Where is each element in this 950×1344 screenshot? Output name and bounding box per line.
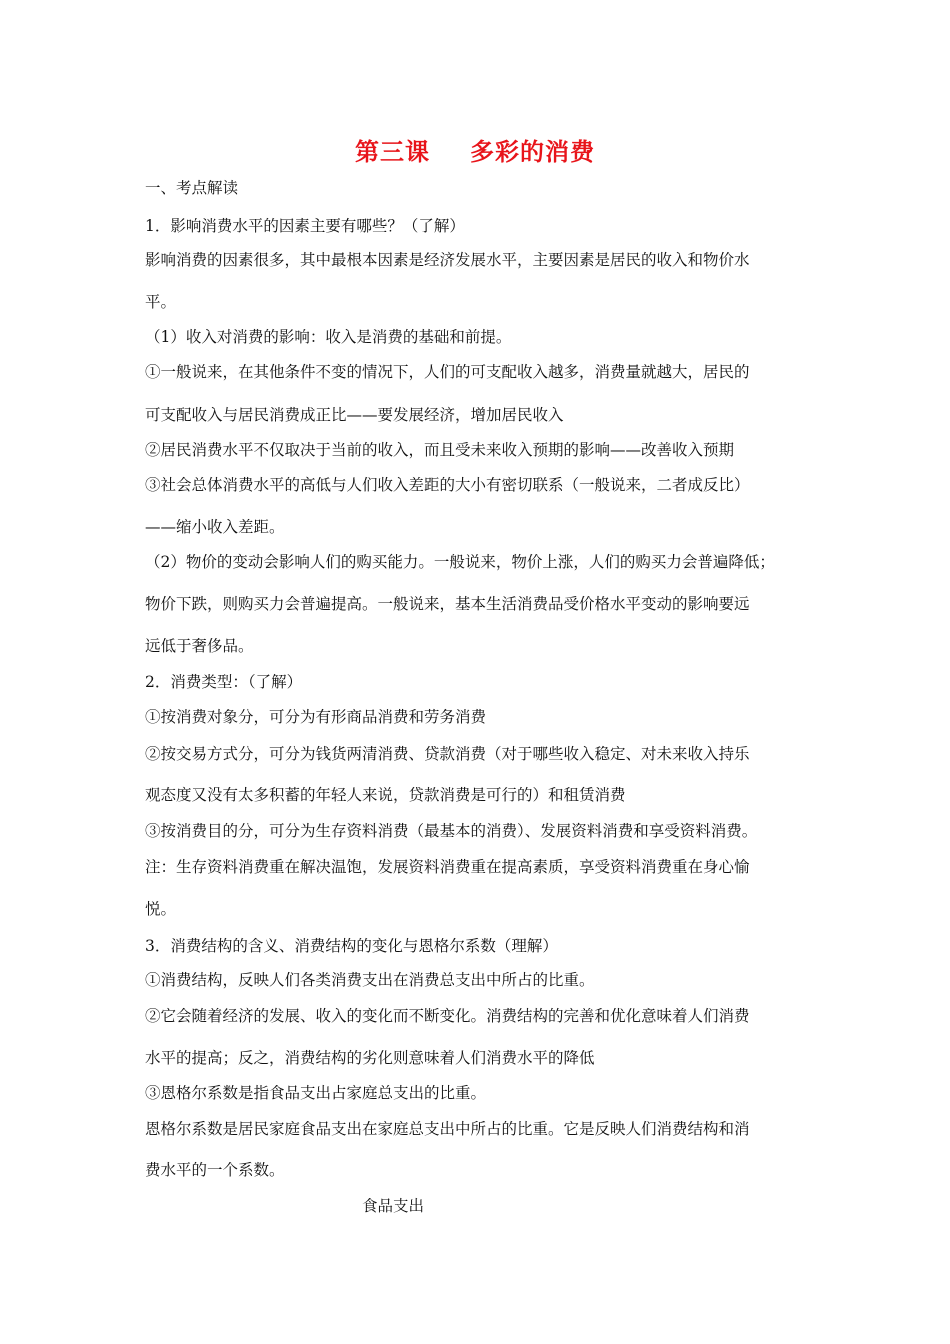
body-line: 影响消费的因素很多，其中最根本因素是经济发展水平，主要因素是居民的收入和物价水 <box>145 251 750 269</box>
title-topic: 多彩的消费 <box>470 138 595 166</box>
body-line: 物价下跌，则购买力会普遍提高。一般说来，基本生活消费品受价格水平变动的影响要远 <box>145 595 750 613</box>
body-line: ②按交易方式分，可分为钱货两清消费、贷款消费（对于哪些收入稳定、对未来收入持乐 <box>145 745 750 763</box>
body-line: ②它会随着经济的发展、收入的变化而不断变化。消费结构的完善和优化意味着人们消费 <box>145 1007 750 1025</box>
body-line: 远低于奢侈品。 <box>145 637 254 655</box>
body-line: （2）物价的变动会影响人们的购买能力。一般说来，物价上涨，人们的购买力会普遍降低； <box>145 553 775 571</box>
body-line: ③恩格尔系数是指食品支出占家庭总支出的比重。 <box>145 1084 487 1102</box>
title-lesson: 第三课 <box>355 138 430 166</box>
body-line: 一、考点解读 <box>145 179 239 197</box>
formula-numerator: 食品支出 <box>362 1197 425 1215</box>
body-line: 2．消费类型：（了解） <box>145 673 303 691</box>
body-line: ①一般说来，在其他条件不变的情况下，人们的可支配收入越多，消费量就越大，居民的 <box>145 363 750 381</box>
body-line: （1）收入对消费的影响：收入是消费的基础和前提。 <box>145 328 512 346</box>
body-line: 费水平的一个系数。 <box>145 1161 285 1179</box>
body-line: ③社会总体消费水平的高低与人们收入差距的大小有密切联系（一般说来，二者成反比） <box>145 476 750 494</box>
body-line: ②居民消费水平不仅取决于当前的收入，而且受未来收入预期的影响——改善收入预期 <box>145 441 735 459</box>
body-line: ①消费结构，反映人们各类消费支出在消费总支出中所占的比重。 <box>145 971 595 989</box>
body-line: ①按消费对象分，可分为有形商品消费和劳务消费 <box>145 708 487 726</box>
body-line: ③按消费目的分，可分为生存资料消费（最基本的消费）、发展资料消费和享受资料消费。 <box>145 822 758 840</box>
body-line: 注：生存资料消费重在解决温饱，发展资料消费重在提高素质，享受资料消费重在身心愉 <box>145 858 750 876</box>
body-line: 悦。 <box>145 900 177 918</box>
body-line: 恩格尔系数是居民家庭食品支出在家庭总支出中所占的比重。它是反映人们消费结构和消 <box>145 1120 750 1138</box>
body-line: 水平的提高；反之，消费结构的劣化则意味着人们消费水平的降低 <box>145 1049 595 1067</box>
body-line: ——缩小收入差距。 <box>145 518 285 536</box>
body-line: 3．消费结构的含义、消费结构的变化与恩格尔系数（理解） <box>145 937 558 955</box>
page-title <box>0 132 950 167</box>
body-line: 观态度又没有太多积蓄的年轻人来说，贷款消费是可行的）和租赁消费 <box>145 786 626 804</box>
body-line: 可支配收入与居民消费成正比——要发展经济，增加居民收入 <box>145 406 564 424</box>
body-line: 平。 <box>145 293 177 311</box>
body-line: 1．影响消费水平的因素主要有哪些？（了解） <box>145 217 465 235</box>
